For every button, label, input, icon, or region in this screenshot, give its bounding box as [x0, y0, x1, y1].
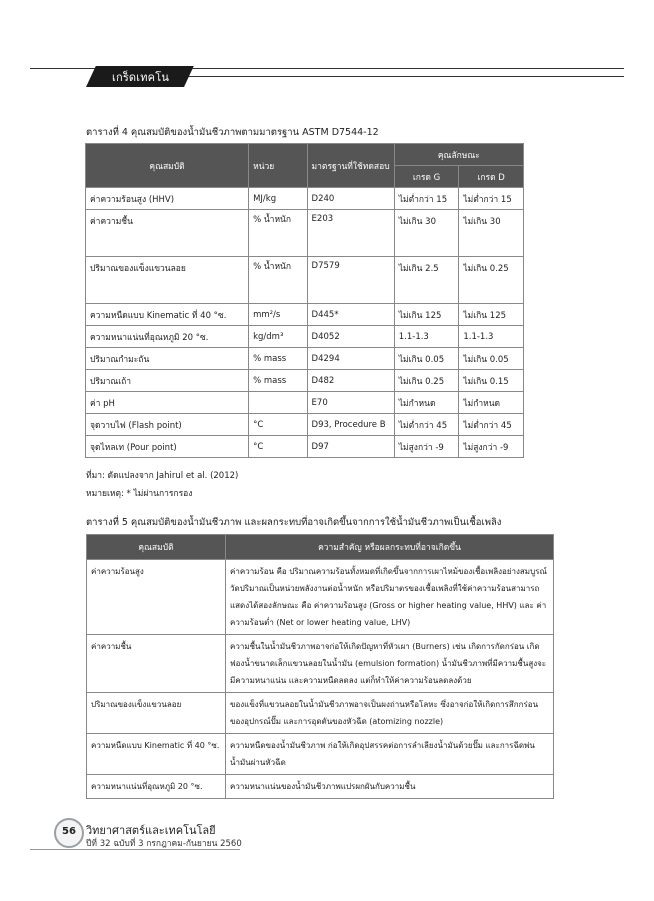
- t4-cell-method: D445*: [307, 304, 394, 326]
- t5-cell-property: ค่าความร้อนสูง: [87, 560, 226, 635]
- t4-cell-grade-g: 1.1-1.3: [394, 326, 459, 348]
- t4-cell-property: จุดไหลเท (Pour point): [86, 436, 249, 458]
- t4-cell-method: E70: [307, 392, 394, 414]
- t4-cell-unit: % mass: [249, 348, 307, 370]
- t4-cell-property: ค่าความชื้น: [86, 210, 249, 257]
- section-label: เกร็ดเทคโน: [112, 71, 170, 84]
- journal-title: วิทยาศาสตร์และเทคโนโลยี: [86, 824, 216, 837]
- table-row: [87, 734, 554, 775]
- t5-header-impact: ความสำคัญ หรือผลกระทบที่อาจเกิดขึ้น: [226, 535, 554, 560]
- t5-cell-impact: ของแข็งที่แขวนลอยในน้ำมันชีวภาพอาจเป็นผงถ่านหรือโลหะ ซึ่งอาจก่อให้เกิดการสึกกร่อนของอุปกรณ์ปั๊ม และการอุดตันของหัวฉีด (atomizing nozzle): [226, 693, 554, 734]
- t4-header-property: คุณสมบัติ: [86, 144, 249, 188]
- t4-cell-grade-d: 1.1-1.3: [459, 326, 524, 348]
- t5-cell-property: ความหนาแน่นที่อุณหภูมิ 20 °ซ.: [87, 775, 226, 799]
- t4-cell-property: ปริมาณกำมะถัน: [86, 348, 249, 370]
- t4-header-unit: หน่วย: [249, 144, 307, 188]
- t4-cell-unit: % น้ำหนัก: [249, 210, 307, 257]
- t5-cell-impact: ความหนืดของน้ำมันชีวภาพ ก่อให้เกิดอุปสรรคต่อการลำเลียงน้ำมันด้วยปั๊ม และการฉีดพ่นน้ำมันผ่านหัวฉีด: [226, 734, 554, 775]
- table-row: [86, 257, 524, 304]
- t4-cell-grade-d: ไม่เกิน 0.15: [459, 370, 524, 392]
- t4-cell-grade-g: ไม่ต่ำกว่า 15: [394, 188, 459, 210]
- t4-cell-method: D93, Procedure B: [307, 414, 394, 436]
- t5-cell-property: ความหนืดแบบ Kinematic ที่ 40 °ซ.: [87, 734, 226, 775]
- t4-header-method: มาตรฐานที่ใช้ทดสอบ: [307, 144, 394, 188]
- t4-cell-method: D482: [307, 370, 394, 392]
- journal-issue: ปีที่ 32 ฉบับที่ 3 กรกฎาคม-กันยายน 2560: [86, 839, 242, 849]
- table-row: [86, 392, 524, 414]
- table-row: [86, 370, 524, 392]
- table4: [85, 143, 524, 458]
- table4-source: ที่มา: ดัดแปลงจาก Jahirul et al. (2012): [86, 471, 239, 481]
- table5-caption: ตารางที่ 5 คุณสมบัติของน้ำมันชีวภาพ และผลกระทบที่อาจเกิดขึ้นจากการใช้น้ำมันชีวภาพเป็นเชื้อเพลิง: [86, 517, 502, 528]
- t4-cell-grade-g: ไม่เกิน 125: [394, 304, 459, 326]
- t4-cell-grade-g: ไม่เกิน 0.05: [394, 348, 459, 370]
- t4-cell-method: D240: [307, 188, 394, 210]
- table4-remark: หมายเหตุ: * ไม่ผ่านการกรอง: [86, 489, 193, 499]
- t4-cell-grade-g: ไม่เกิน 30: [394, 210, 459, 257]
- t5-cell-impact: ความชื้นในน้ำมันชีวภาพอาจก่อให้เกิดปัญหาที่หัวเผา (Burners) เช่น เกิดการกัดกร่อน เกิดฟองน้ำขนาดเล็กแขวนลอยในน้ำมัน (emulsion formation) น้ำมันชีวภาพที่มีความชื้นสูงจะมีความหนาแน่น และความหนืดลดลง แต่ก็ทำให้ค่าความร้อนลดลงด้วย: [226, 635, 554, 693]
- t5-cell-property: ปริมาณของแข็งแขวนลอย: [87, 693, 226, 734]
- t4-cell-unit: % น้ำหนัก: [249, 257, 307, 304]
- t4-cell-grade-d: ไม่สูงกว่า -9: [459, 436, 524, 458]
- t4-cell-grade-d: ไม่เกิน 30: [459, 210, 524, 257]
- t4-cell-grade-d: ไม่เกิน 0.05: [459, 348, 524, 370]
- t4-cell-grade-g: ไม่เกิน 0.25: [394, 370, 459, 392]
- t5-header-property: คุณสมบัติ: [87, 535, 226, 560]
- t4-cell-unit: MJ/kg: [249, 188, 307, 210]
- t4-cell-property: ค่าความร้อนสูง (HHV): [86, 188, 249, 210]
- table-row: [87, 635, 554, 693]
- header-rule-secondary: [170, 76, 624, 77]
- table-row: [86, 188, 524, 210]
- t4-cell-property: จุดวาบไฟ (Flash point): [86, 414, 249, 436]
- t4-cell-unit: mm²/s: [249, 304, 307, 326]
- t4-cell-method: E203: [307, 210, 394, 257]
- t4-cell-property: ความหนาแน่นที่อุณหภูมิ 20 °ซ.: [86, 326, 249, 348]
- t4-cell-grade-g: ไม่เกิน 2.5: [394, 257, 459, 304]
- t4-cell-unit: °C: [249, 436, 307, 458]
- t4-cell-grade-g: ไม่กำหนด: [394, 392, 459, 414]
- t4-cell-property: ค่า pH: [86, 392, 249, 414]
- page-number: 56: [62, 826, 76, 837]
- t4-header-grade-d: เกรด D: [459, 166, 524, 188]
- t4-cell-grade-d: ไม่เกิน 0.25: [459, 257, 524, 304]
- table-row: [86, 414, 524, 436]
- t4-cell-method: D4294: [307, 348, 394, 370]
- table-row: [86, 326, 524, 348]
- table-row: [87, 775, 554, 799]
- t4-cell-grade-d: ไม่กำหนด: [459, 392, 524, 414]
- table-row: [86, 304, 524, 326]
- t4-cell-property: ความหนืดแบบ Kinematic ที่ 40 °ซ.: [86, 304, 249, 326]
- t4-cell-unit: [249, 392, 307, 414]
- t5-cell-impact: ความหนาแน่นของน้ำมันชีวภาพแปรผกผันกับความชื้น: [226, 775, 554, 799]
- t4-cell-unit: kg/dm³: [249, 326, 307, 348]
- table-row: [86, 210, 524, 257]
- t4-cell-property: ปริมาณเถ้า: [86, 370, 249, 392]
- table-row: [86, 436, 524, 458]
- t4-header-spec: คุณลักษณะ: [394, 144, 523, 166]
- t4-cell-grade-d: ไม่ต่ำกว่า 15: [459, 188, 524, 210]
- t4-cell-unit: % mass: [249, 370, 307, 392]
- t4-header-grade-g: เกรด G: [394, 166, 459, 188]
- table5: [86, 534, 554, 799]
- t4-cell-unit: °C: [249, 414, 307, 436]
- table4-caption: ตารางที่ 4 คุณสมบัติของน้ำมันชีวภาพตามมาตรฐาน ASTM D7544-12: [86, 127, 379, 138]
- t4-cell-method: D4052: [307, 326, 394, 348]
- table-row: [86, 348, 524, 370]
- table-row: [87, 560, 554, 635]
- t5-cell-property: ค่าความชื้น: [87, 635, 226, 693]
- t4-cell-grade-g: ไม่ต่ำกว่า 45: [394, 414, 459, 436]
- t4-cell-property: ปริมาณของแข็งแขวนลอย: [86, 257, 249, 304]
- t4-cell-grade-d: ไม่ต่ำกว่า 45: [459, 414, 524, 436]
- t4-cell-grade-d: ไม่เกิน 125: [459, 304, 524, 326]
- t4-cell-method: D97: [307, 436, 394, 458]
- t4-cell-grade-g: ไม่สูงกว่า -9: [394, 436, 459, 458]
- table-row: [87, 693, 554, 734]
- t5-cell-impact: ค่าความร้อน คือ ปริมาณความร้อนทั้งหมดที่เกิดขึ้นจากการเผาไหม้ของเชื้อเพลิงอย่างสมบูรณ์ วัดปริมาณเป็นหน่วยพลังงานต่อน้ำหนัก หรือปริมาตรของเชื้อเพลิงที่ใช้ค่าความร้อนสามารถแสดงได้สองลักษณะ คือ ค่าความร้อนสูง (Gross or higher heating value, HHV) และ ค่าความร้อนต่ำ (Net or lower heating value, LHV): [226, 560, 554, 635]
- t4-cell-method: D7579: [307, 257, 394, 304]
